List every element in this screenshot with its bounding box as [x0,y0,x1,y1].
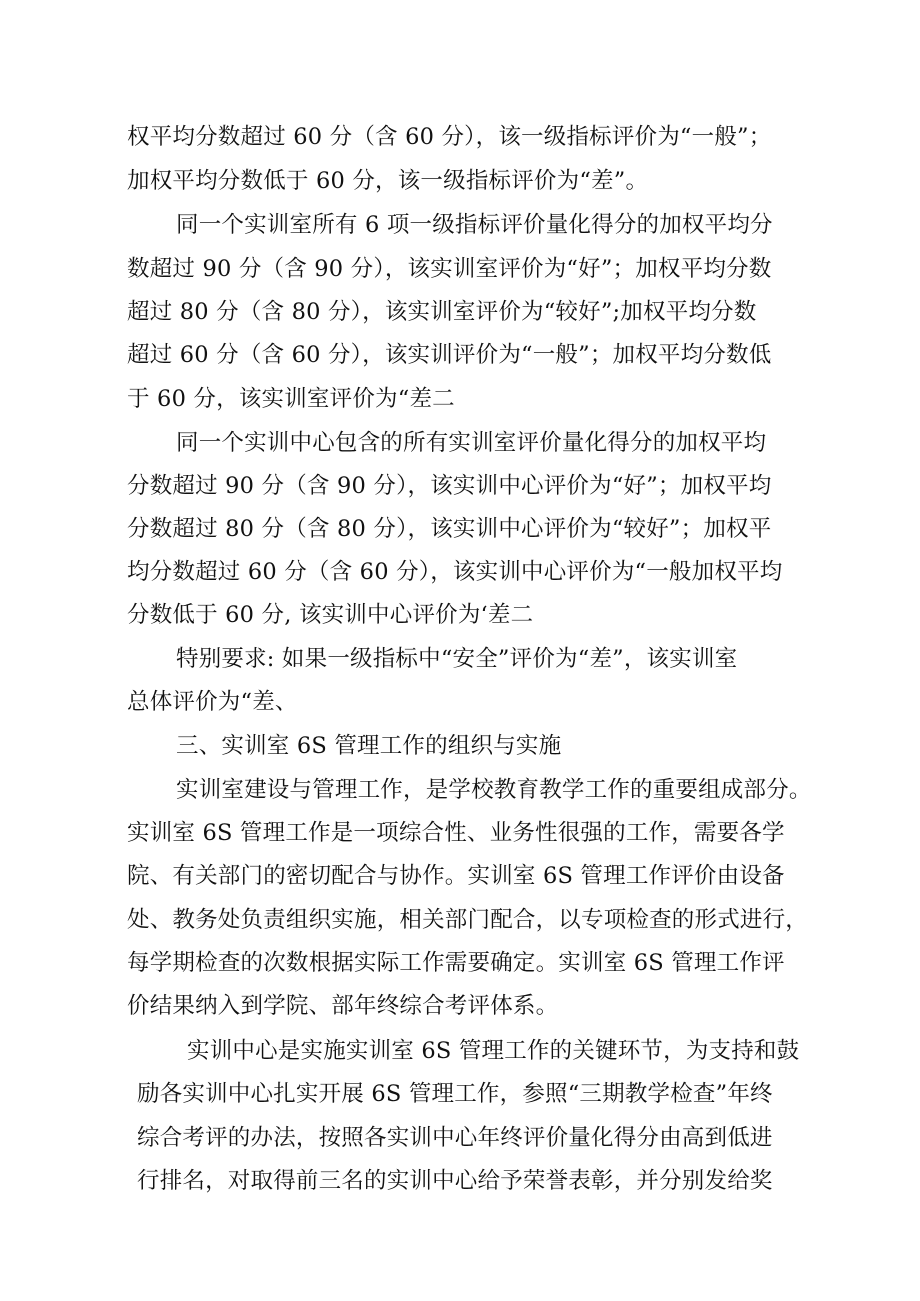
text-line-7: 于 60 分，该实训室评价为“差二 [127,386,455,412]
text-line-6: 超过 60 分（含 60 分），该实训评价为“一般”；加权平均分数低 [127,342,772,368]
text-line-16: 实训室建设与管理工作，是学校教育教学工作的重要组成部分。 [176,777,812,803]
text-line-2: 加权平均分数低于 60 分，该一级指标评价为“差”。 [127,168,649,194]
text-line-1: 权平均分数超过 60 分（含 60 分），该一级指标评价为“一般”； [127,124,772,150]
text-line-13: 特别要求: 如果一级指标中“安全”评价为“差”，该实训室 [176,646,738,672]
text-line-12: 分数低于 60 分, 该实训中心评价为‘差二 [127,602,534,628]
text-line-22: 实训中心是实施实训室 6S 管理工作的关键环节，为支持和鼓 [187,1038,800,1064]
text-line-11: 均分数超过 60 分（含 60 分），该实训中心评价为“一般加权平均 [127,559,783,585]
text-line-8: 同一个实训中心包含的所有实训室评价量化得分的加权平均 [176,430,767,456]
text-line-10: 分数超过 80 分（含 80 分），该实训中心评价为“较好”；加权平 [127,516,772,542]
text-line-14: 总体评价为“差、 [127,689,298,715]
text-line-20: 每学期检查的次数根据实际工作需要确定。实训室 6S 管理工作评 [127,950,785,976]
text-line-5: 超过 80 分（含 80 分），该实训室评价为“较好”;加权平均分数 [127,299,757,325]
text-line-18: 院、有关部门的密切配合与协作。实训室 6S 管理工作评价由设备 [127,863,785,889]
text-line-24: 综合考评的办法，按照各实训中心年终评价量化得分由高到低进 [137,1125,773,1151]
text-line-3: 同一个实训室所有 6 项一级指标评价量化得分的加权平均分 [176,212,773,238]
text-line-21: 价结果纳入到学院、部年终综合考评体系。 [127,993,559,1019]
text-line-19: 处、教务处负责组织实施，相关部门配合，以专项检查的形式进行， [127,907,809,933]
text-line-25: 行排名，对取得前三名的实训中心给予荣誉表彰，并分别发给奖 [137,1168,773,1194]
section-heading: 三、实训室 6S 管理工作的组织与实施 [176,733,562,759]
text-line-23: 励各实训中心扎实开展 6S 管理工作，参照“三期教学检查”年终 [137,1081,773,1107]
text-line-9: 分数超过 90 分（含 90 分），该实训中心评价为“好”；加权平均 [127,473,772,499]
text-line-4: 数超过 90 分（含 90 分），该实训室评价为“好”；加权平均分数 [127,256,772,282]
text-line-17: 实训室 6S 管理工作是一项综合性、业务性很强的工作，需要各学 [127,820,785,846]
